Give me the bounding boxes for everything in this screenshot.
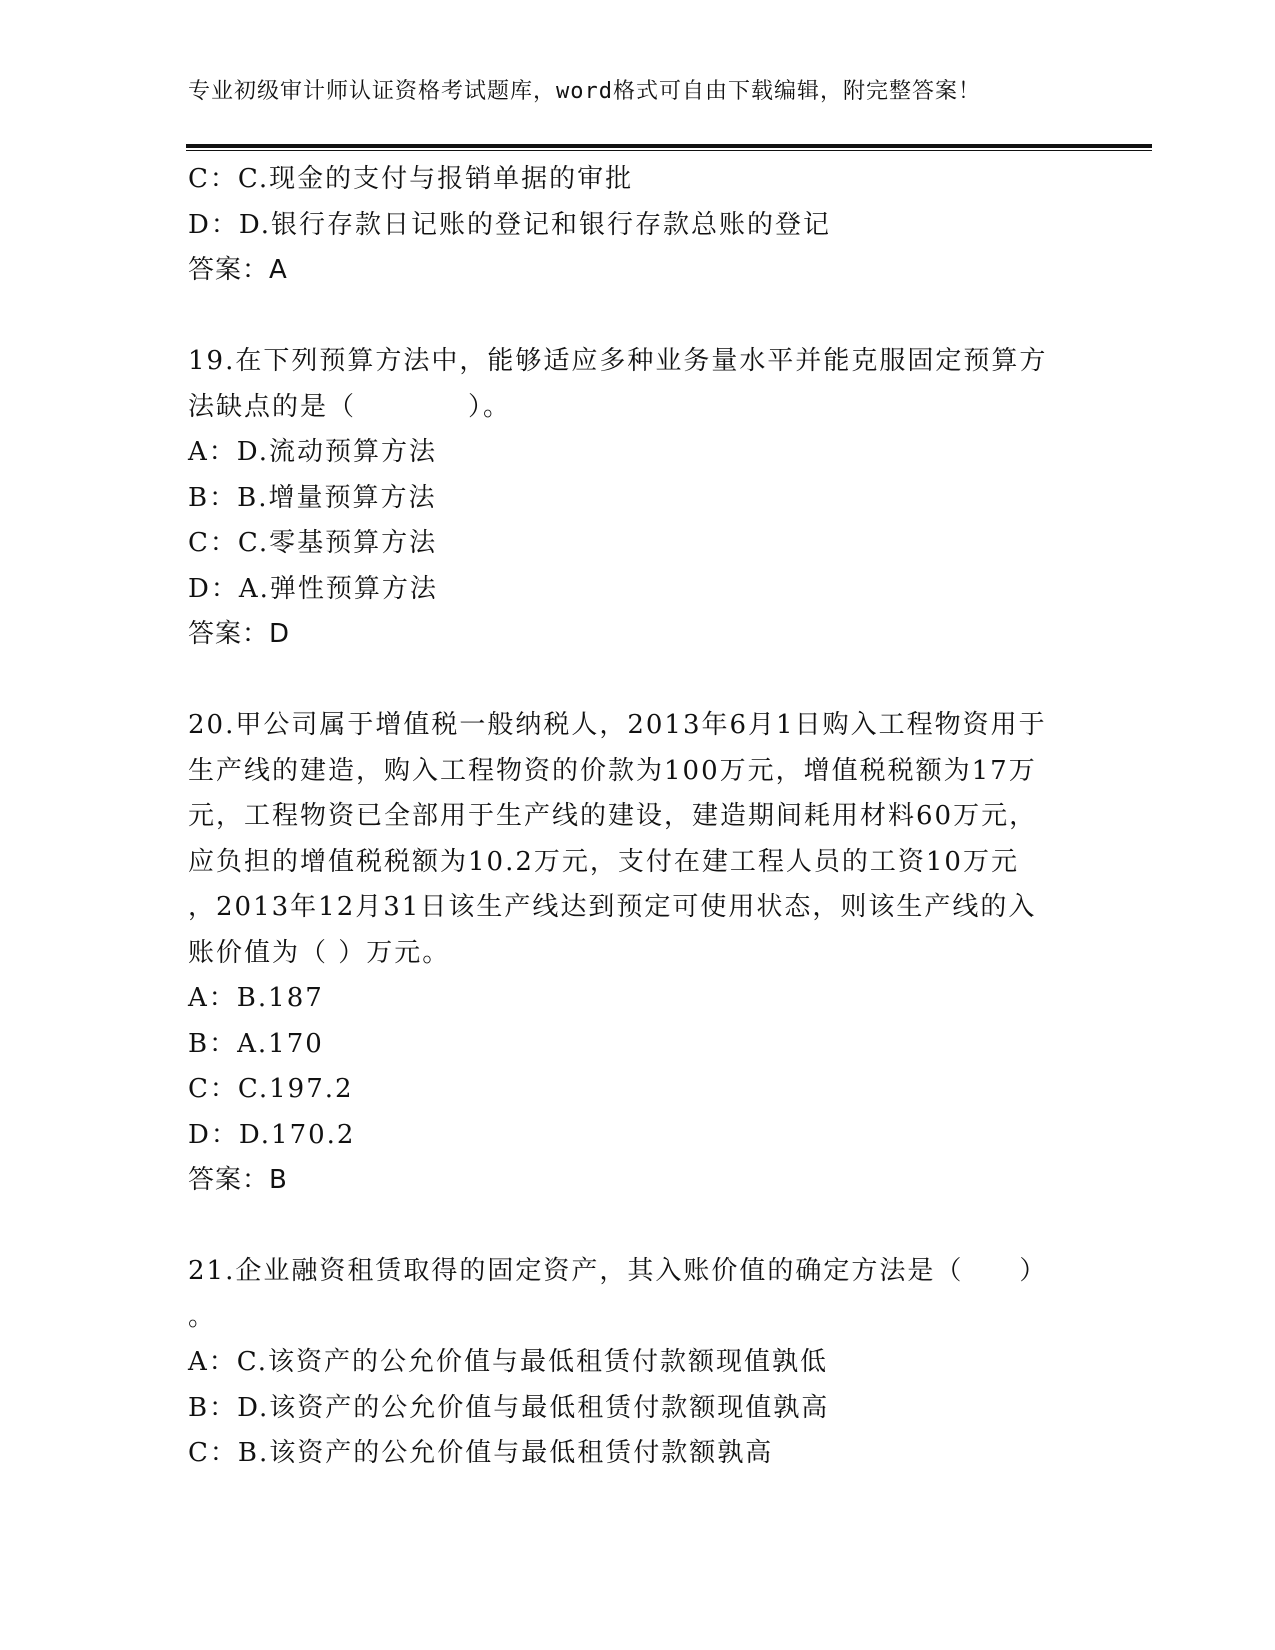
question-stem-line: 账价值为（ ）万元。 (188, 937, 451, 968)
question-stem-line: 20.甲公司属于增值税一般纳税人，2013年6月1日购入工程物资用于 (188, 710, 1047, 740)
question-18-tail (188, 157, 1088, 294)
option-b: B：B.增量预算方法 (188, 482, 437, 513)
option-d: D：D.170.2 (188, 1119, 356, 1150)
question-stem-line: 21.企业融资租赁取得的固定资产，其入账价值的确定方法是（ ） (188, 1256, 1048, 1286)
option-a: A：D.流动预算方法 (188, 437, 437, 467)
option-c: C：C.现金的支付与报销单据的审批 (188, 164, 634, 194)
option-a: A：C.该资产的公允价值与最低租赁付款额现值孰低 (188, 1347, 829, 1377)
header-rule-thick (186, 144, 1152, 148)
answer: 答案：D (188, 619, 291, 649)
spacer (188, 294, 1088, 340)
question-stem-line: 19.在下列预算方法中，能够适应多种业务量水平并能克服固定预算方 (188, 346, 1048, 376)
option-b: B：A.170 (188, 1028, 324, 1059)
option-c: C：C.零基预算方法 (188, 528, 438, 558)
page-header: 专业初级审计师认证资格考试题库，word格式可自由下载编辑，附完整答案！ (188, 79, 981, 104)
question-stem-line: 生产线的建造，购入工程物资的价款为100万元，增值税税额为17万 (188, 755, 1037, 786)
question-content (188, 157, 1088, 1477)
option-d: D：A.弹性预算方法 (188, 573, 438, 604)
answer: 答案：B (188, 1165, 288, 1195)
option-d: D：D.银行存款日记账的登记和银行存款总账的登记 (188, 209, 832, 240)
answer: 答案：A (188, 255, 288, 285)
option-b: B：D.该资产的公允价值与最低租赁付款额现值孰高 (188, 1392, 830, 1423)
question-stem-line: 应负担的增值税税额为10.2万元，支付在建工程人员的工资10万元 (188, 846, 1019, 877)
header-rule-thin (186, 150, 1152, 151)
question-stem-line: 元，工程物资已全部用于生产线的建设，建造期间耗用材料60万元， (188, 801, 1038, 831)
spacer (188, 1204, 1088, 1250)
spacer (188, 658, 1088, 704)
question-21 (188, 1249, 1088, 1477)
question-19 (188, 339, 1088, 658)
option-a: A：B.187 (188, 983, 324, 1013)
question-20 (188, 703, 1088, 1204)
question-stem-line: 。 (188, 1301, 217, 1332)
question-stem-line: 法缺点的是（ ）。 (188, 391, 512, 422)
question-stem-line: ，2013年12月31日该生产线达到预定可使用状态，则该生产线的入 (188, 892, 1037, 922)
option-c: C：B.该资产的公允价值与最低租赁付款额孰高 (188, 1438, 774, 1468)
option-c: C：C.197.2 (188, 1074, 354, 1104)
